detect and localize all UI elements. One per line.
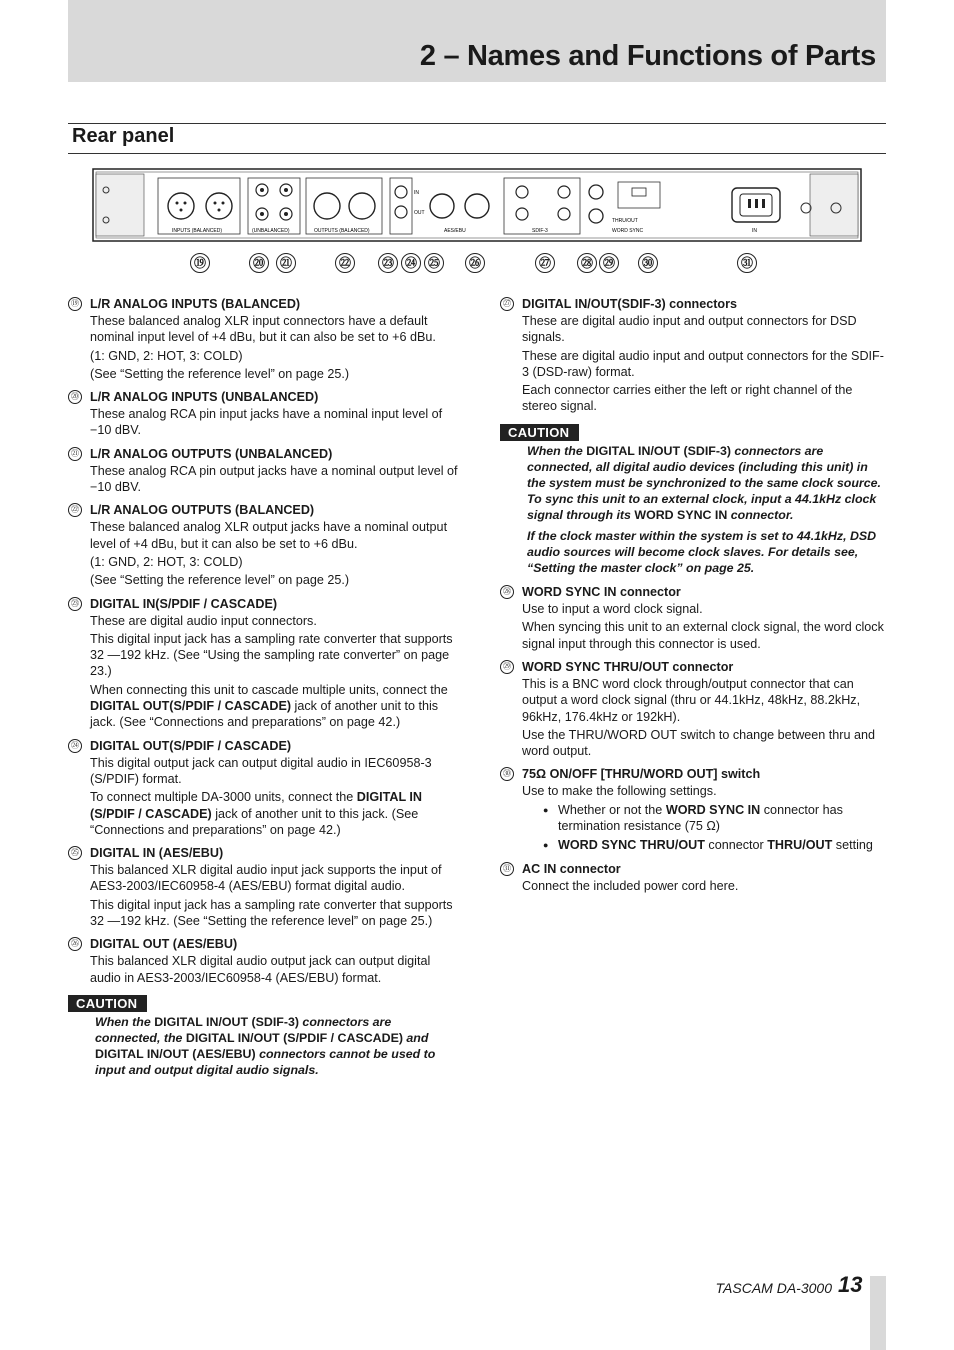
item-28 bbox=[500, 584, 886, 652]
item-number: ㉔ bbox=[68, 739, 82, 753]
section-rule-top bbox=[68, 123, 886, 124]
right-column bbox=[500, 296, 886, 901]
item-heading: WORD SYNC IN connector bbox=[522, 585, 681, 600]
item-text: These are digital audio input and output connectors for the SDIF-3 (DSD-raw) format. bbox=[522, 348, 884, 379]
item-text: These are digital audio input connectors. bbox=[90, 613, 317, 628]
item-text: These are digital audio input and output connectors for DSD signals. bbox=[522, 314, 857, 345]
page-number: 13 bbox=[838, 1272, 863, 1297]
item-text: To connect multiple DA-3000 units, connect the DIGITAL IN (S/PDIF / CASCADE) jack of another unit to this jack. (See “Connections and preparations” on page 42.) bbox=[90, 790, 423, 837]
item-heading: DIGITAL IN (AES/EBU) bbox=[90, 846, 224, 861]
item-text: This balanced XLR digital audio input jack supports the input of AES3-2003/IEC60958-4 (AES/EBU) format digital audio. bbox=[90, 863, 442, 894]
item-29 bbox=[500, 659, 886, 759]
item-heading: WORD SYNC THRU/OUT connector bbox=[522, 659, 734, 674]
item-23 bbox=[68, 596, 458, 731]
item-number: ㉗ bbox=[500, 297, 514, 311]
panel-label: IN bbox=[414, 190, 419, 196]
chapter-header-band bbox=[68, 0, 886, 82]
item-20 bbox=[68, 389, 458, 439]
item-number: ㉒ bbox=[68, 503, 82, 517]
item-number: ㉛ bbox=[500, 862, 514, 876]
item-text: Use to make the following settings. bbox=[522, 784, 717, 799]
item-number: ㉙ bbox=[500, 660, 514, 674]
item-text: When connecting this unit to cascade multiple units, connect the DIGITAL OUT(S/PDIF / CASCADE) jack of another unit to this jack. (See “Connections and preparations” on page 42.) bbox=[90, 682, 448, 730]
item-text: This digital output jack can output digital audio in IEC60958-3 (S/PDIF) format. bbox=[90, 755, 432, 786]
callout-row bbox=[0, 253, 954, 277]
callout-19: ⑲ bbox=[190, 253, 210, 273]
section-title: Rear panel bbox=[72, 125, 175, 147]
item-heading: DIGITAL OUT (AES/EBU) bbox=[90, 937, 238, 952]
caution-label: CAUTION bbox=[68, 995, 147, 1012]
item-24 bbox=[68, 738, 458, 838]
item-heading: DIGITAL OUT(S/PDIF / CASCADE) bbox=[90, 738, 292, 753]
item-number: ㉘ bbox=[500, 585, 514, 599]
callout-26: ㉖ bbox=[465, 253, 485, 273]
item-number: ㉕ bbox=[68, 846, 82, 860]
item-text: (1: GND, 2: HOT, 3: COLD) bbox=[90, 554, 243, 569]
panel-label: INPUTS (BALANCED) bbox=[172, 228, 223, 234]
panel-label: THRU/OUT bbox=[612, 218, 638, 224]
item-heading: L/R ANALOG OUTPUTS (BALANCED) bbox=[90, 503, 315, 518]
item-heading: L/R ANALOG INPUTS (UNBALANCED) bbox=[90, 390, 319, 405]
bullet-item: ● Whether or not the WORD SYNC IN connector has termination resistance (75 Ω) bbox=[536, 802, 886, 835]
item-text: Connect the included power cord here. bbox=[522, 878, 739, 893]
item-21 bbox=[68, 446, 458, 496]
caution-label: CAUTION bbox=[500, 424, 579, 441]
item-30 bbox=[500, 766, 886, 853]
callout-20: ⑳ bbox=[249, 253, 269, 273]
bullet-list bbox=[536, 802, 886, 854]
caution-text: When the DIGITAL IN/OUT (SDIF-3) connectors are connected, the DIGITAL IN/OUT (S/PDIF / CASCADE) and DIGITAL IN/OUT (AES/EBU) connectors cannot be used to input and output digital audio signals. bbox=[95, 1015, 436, 1078]
section-rule-bottom bbox=[68, 153, 886, 154]
item-text: This digital input jack has a sampling rate converter that supports 32 —192 kHz. (See “Setting the reference level” on page 25.) bbox=[90, 897, 453, 929]
panel-label: AES/EBU bbox=[444, 228, 466, 234]
page-edge-tab bbox=[870, 1276, 886, 1350]
callout-30: ㉚ bbox=[638, 253, 658, 273]
item-number: ㉚ bbox=[500, 767, 514, 781]
callout-28: ㉘ bbox=[577, 253, 597, 273]
item-text: This digital input jack has a sampling rate converter that supports 32 —192 kHz. (See “Using the sampling rate converter” on page 23.) bbox=[90, 631, 453, 679]
panel-label: OUTPUTS (BALANCED) bbox=[314, 228, 370, 234]
callout-29: ㉙ bbox=[599, 253, 619, 273]
panel-label: (UNBALANCED) bbox=[252, 228, 290, 234]
callout-25: ㉕ bbox=[424, 253, 444, 273]
item-25 bbox=[68, 845, 458, 929]
panel-label: IN bbox=[752, 228, 757, 234]
bullet-item: ● WORD SYNC THRU/OUT connector THRU/OUT setting bbox=[536, 837, 886, 853]
item-text: This balanced XLR digital audio output jack can output digital audio in AES3-2003/IEC60958-4 (AES/EBU) format. bbox=[90, 954, 431, 985]
item-heading: DIGITAL IN(S/PDIF / CASCADE) bbox=[90, 596, 278, 611]
callout-31: ㉛ bbox=[737, 253, 757, 273]
item-text: This is a BNC word clock through/output connector that can output a word clock signal (thru or 44.1kHz, 48kHz, 88.2kHz, 96kHz, 176.4kHz or 192kH). bbox=[522, 676, 861, 724]
callout-27: ㉗ bbox=[535, 253, 555, 273]
item-heading: L/R ANALOG OUTPUTS (UNBALANCED) bbox=[90, 446, 333, 461]
panel-label: SDIF-3 bbox=[532, 228, 548, 234]
item-22 bbox=[68, 502, 458, 588]
item-heading: 75Ω ON/OFF [THRU/WORD OUT] switch bbox=[522, 767, 761, 782]
panel-label: WORD SYNC bbox=[612, 228, 644, 234]
item-heading: DIGITAL IN/OUT(SDIF-3) connectors bbox=[522, 297, 738, 311]
item-26 bbox=[68, 936, 458, 986]
panel-label: OUT bbox=[414, 210, 425, 216]
chapter-title: 2 – Names and Functions of Parts bbox=[419, 40, 876, 72]
caution-text: When the DIGITAL IN/OUT (SDIF-3) connectors are connected, all digital audio devices (including this unit) in the system must be synchronized to the same clock source. To sync this unit to an external clock, input a 44.1kHz clock signal through its WORD SYNC IN connector. If the clock master within the system is set to 44.1kHz, DSD audio sources will become clock slaves. For details see, “Setting the master clock” on page 25. bbox=[527, 444, 881, 576]
callout-24: ㉔ bbox=[401, 253, 421, 273]
item-text: (1: GND, 2: HOT, 3: COLD) bbox=[90, 348, 243, 363]
item-heading: AC IN connector bbox=[522, 861, 621, 876]
item-number: ⑳ bbox=[68, 390, 82, 404]
item-number: ㉑ bbox=[68, 447, 82, 461]
item-number: ⑲ bbox=[68, 297, 82, 311]
left-column bbox=[68, 296, 458, 1086]
item-heading: L/R ANALOG INPUTS (BALANCED) bbox=[90, 297, 301, 311]
item-text: (See “Setting the reference level” on page 25.) bbox=[90, 573, 350, 588]
item-text: These analog RCA pin input jacks have a nominal input level of −10 dBV. bbox=[90, 407, 443, 438]
item-number: ㉖ bbox=[68, 937, 82, 951]
callout-21: ㉑ bbox=[276, 253, 296, 273]
item-text: Use to input a word clock signal. bbox=[522, 602, 703, 617]
item-number: ㉓ bbox=[68, 597, 82, 611]
item-text: (See “Setting the reference level” on page 25.) bbox=[90, 366, 350, 381]
item-text: These balanced analog XLR input connectors have a default nominal input level of +4 dBu, but it can also be set to +6 dBu. bbox=[90, 314, 436, 345]
item-27 bbox=[500, 296, 886, 415]
item-text: These analog RCA pin output jacks have a nominal output level of −10 dBV. bbox=[90, 463, 458, 495]
item-text: Each connector carries either the left or right channel of the stereo signal. bbox=[522, 383, 853, 414]
callout-22: ㉒ bbox=[335, 253, 355, 273]
footer-model-name: TASCAM DA-3000 bbox=[715, 1280, 832, 1296]
item-19 bbox=[68, 296, 458, 382]
callout-23: ㉓ bbox=[378, 253, 398, 273]
item-31 bbox=[500, 861, 886, 894]
item-text: These balanced analog XLR output jacks have a nominal output level of +4 dBu, but it can also be set to +6 dBu. bbox=[90, 520, 448, 551]
item-text: When syncing this unit to an external clock signal, the word clock signal input through this connector is used. bbox=[522, 620, 884, 651]
item-text: Use the THRU/WORD OUT switch to change between thru and word output. bbox=[522, 727, 876, 759]
rear-panel-illustration bbox=[92, 168, 862, 242]
